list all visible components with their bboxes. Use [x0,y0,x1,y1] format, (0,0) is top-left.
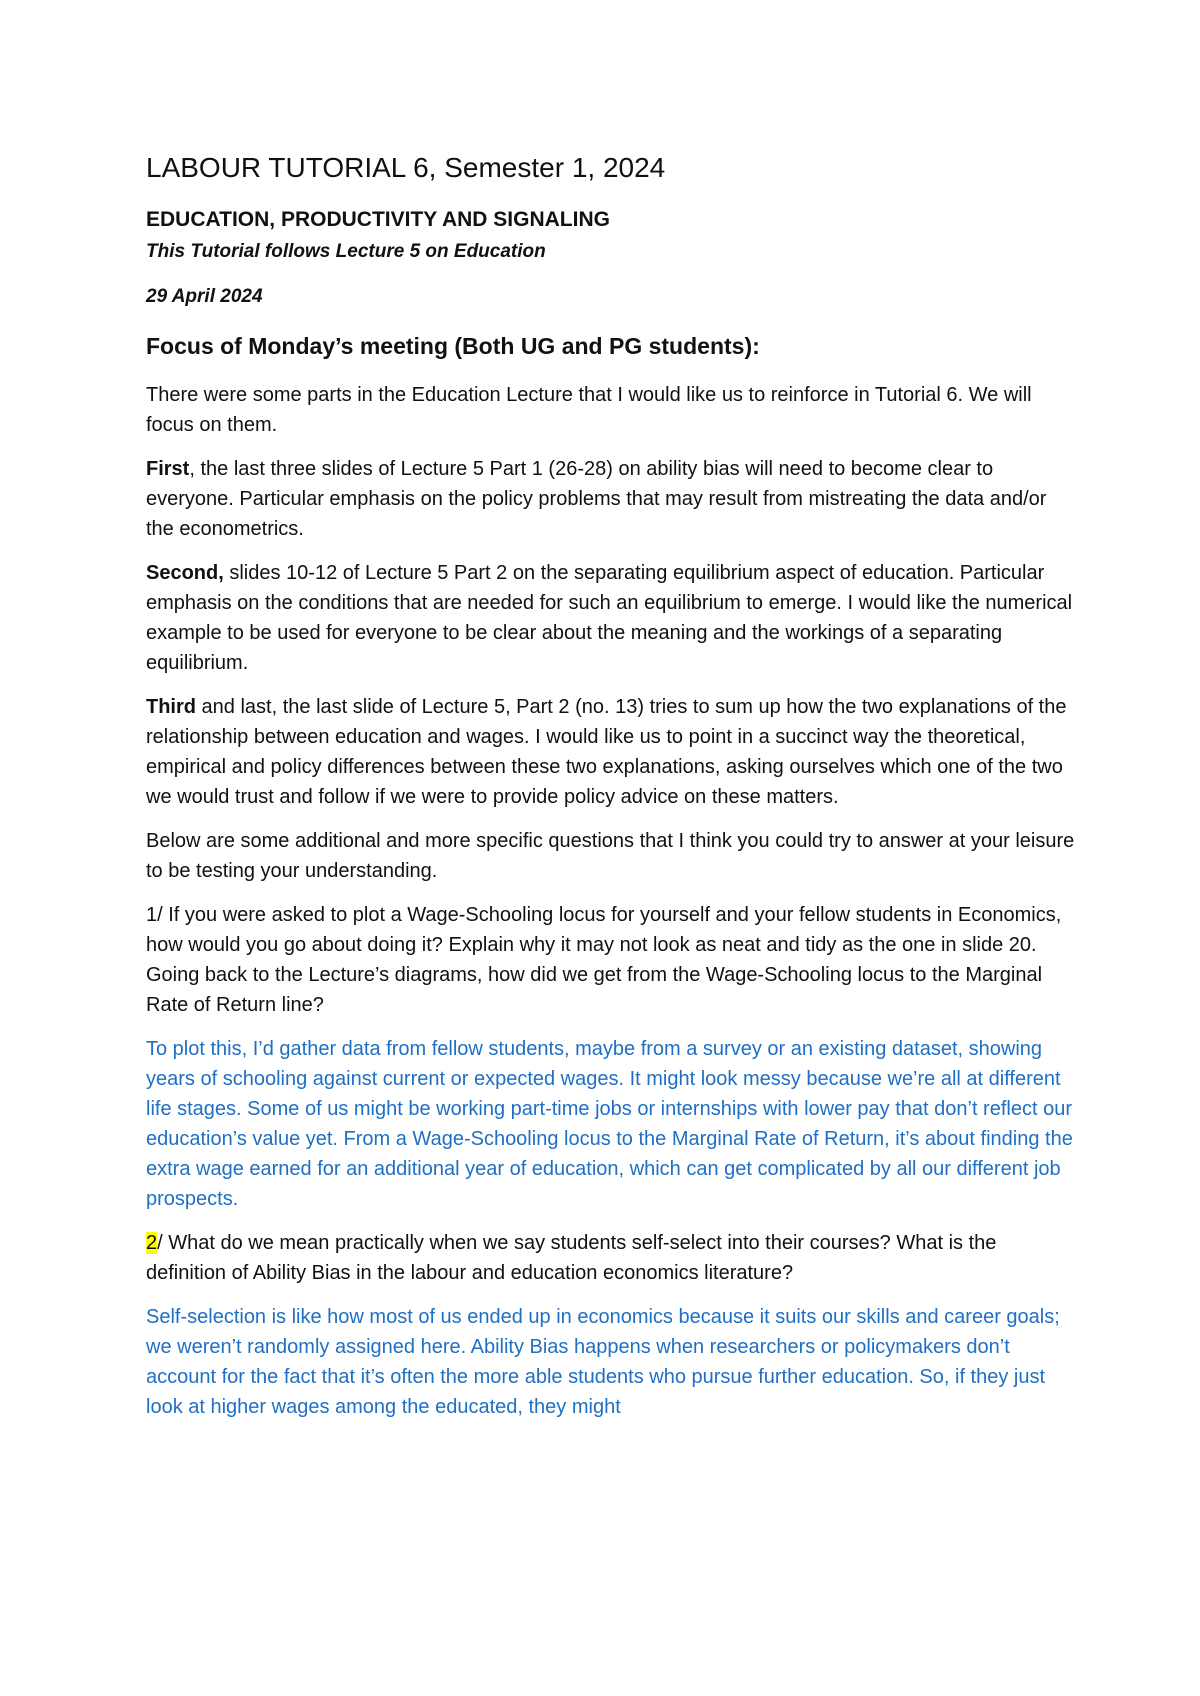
third-text: and last, the last slide of Lecture 5, Part 2 (no. 13) tries to sum up how the two explanations of the relationship between education and wages. I would like us to point in a succinct way the theoretical, empirical and policy differences between these two explanations, asking ourselves which one of the two we would trust and follow if we were to provide policy advice on these matters. [146,696,1067,808]
first-text: , the last three slides of Lecture 5 Part 1 (26-28) on ability bias will need to become clear to everyone. Particular emphasis on the policy problems that may result from mistreating the data and/or the econometrics. [146,458,1047,540]
second-text: slides 10-12 of Lecture 5 Part 2 on the separating equilibrium aspect of education. Particular emphasis on the conditions that are needed for such an equilibrium to emerge. I would like the numerical example to be used for everyone to be clear about the meaning and the workings of a separating equilibrium. [146,562,1073,674]
intro-paragraph: There were some parts in the Education Lecture that I would like us to reinforce in Tutorial 6. We will focus on them. [146,384,1032,436]
question-2-number: 2 [146,1232,158,1254]
first-paragraph [146,454,1076,544]
answer-2: Self-selection is like how most of us ended up in economics because it suits our skills and career goals; we weren’t randomly assigned here. Ability Bias happens when researchers or policymakers don’t account for the fact that it’s often the more able students who pursue further education. So, if they just look at higher wages among the educated, they might [146,1306,1060,1418]
document-subtitle: EDUCATION, PRODUCTIVITY AND SIGNALING [146,208,610,231]
third-label: Third [146,696,196,718]
document-date: 29 April 2024 [146,286,263,307]
question-2-text: / What do we mean practically when we say students self-select into their courses? What is the definition of Ability Bias in the labour and education economics literature? [146,1232,997,1284]
question-1: 1/ If you were asked to plot a Wage-Schooling locus for yourself and your fellow students in Economics, how would you go about doing it? Explain why it may not look as neat and tidy as the one in slide 20. Going back to the Lecture’s diagrams, how did we get from the Wage-Schooling locus to the Marginal Rate of Return line? [146,904,1062,1016]
below-paragraph: Below are some additional and more specific questions that I think you could try to answer at your leisure to be testing your understanding. [146,830,1075,882]
second-label: Second, [146,562,224,584]
third-paragraph [146,692,1076,812]
tutorial-note: This Tutorial follows Lecture 5 on Education [146,241,546,262]
second-paragraph [146,558,1076,678]
question-2 [146,1228,1076,1288]
answer-1: To plot this, I’d gather data from fellow students, maybe from a survey or an existing dataset, showing years of schooling against current or expected wages. It might look messy because we’re all at different life stages. Some of us might be working part-time jobs or internships with lower pay that don’t reflect our education’s value yet. From a Wage-Schooling locus to the Marginal Rate of Return, it’s about finding the extra wage earned for an additional year of education, which can get complicated by all our different job prospects. [146,1038,1073,1210]
focus-heading: Focus of Monday’s meeting (Both UG and PG students): [146,333,760,359]
document-title: LABOUR TUTORIAL 6, Semester 1, 2024 [146,152,666,183]
document-body [146,150,1076,1436]
first-label: First [146,458,190,480]
